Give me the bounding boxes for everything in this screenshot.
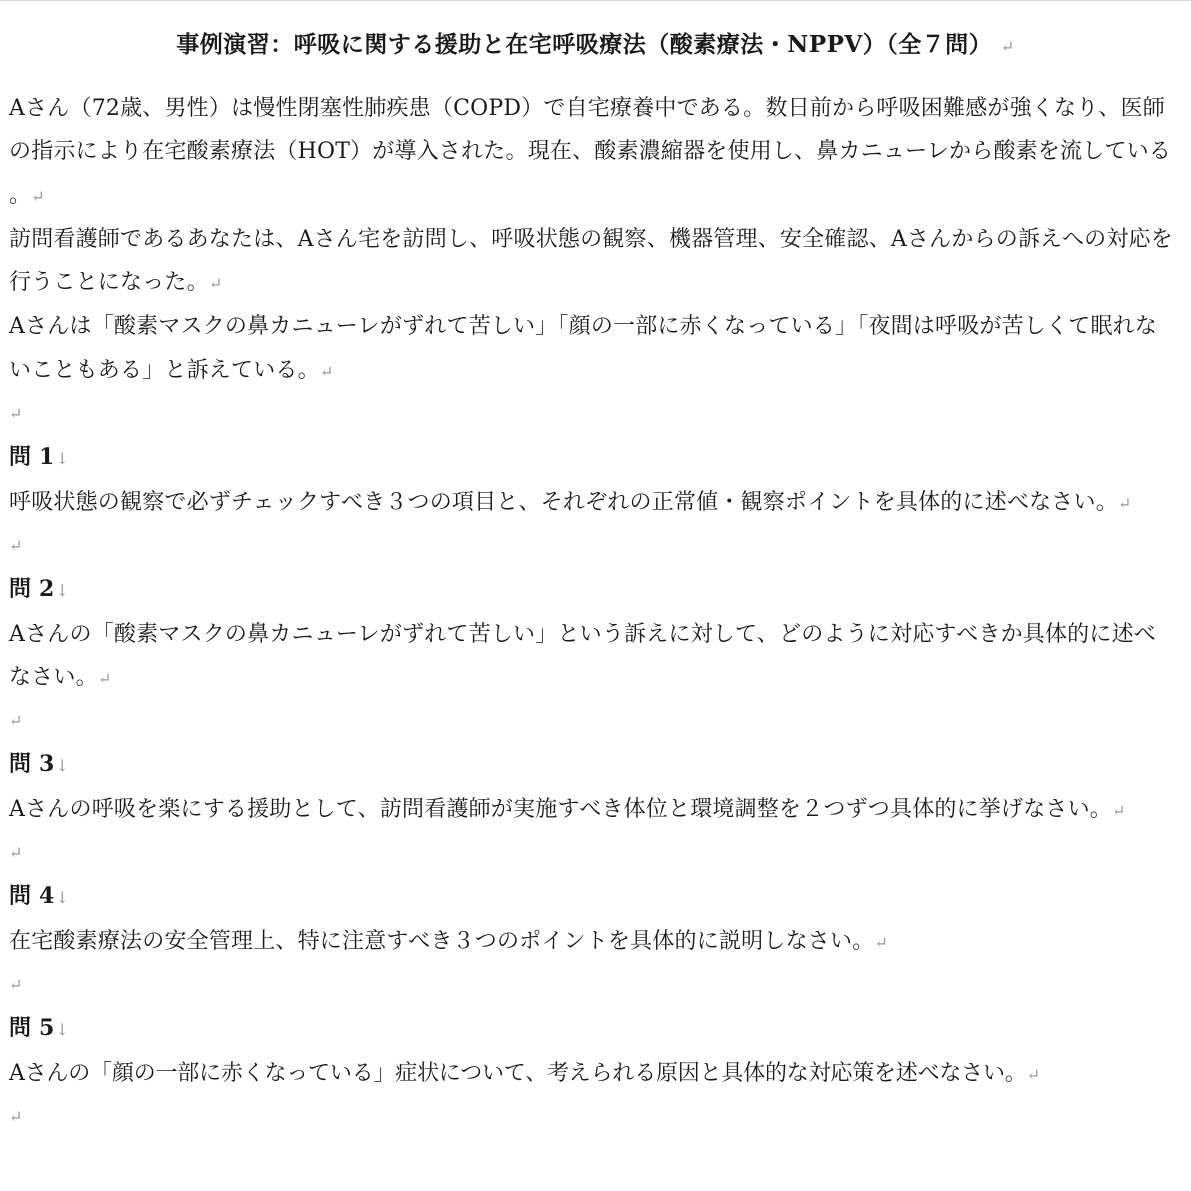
top-border — [0, 0, 1191, 1]
paragraph-mark: ↵ — [9, 974, 23, 994]
question-5-label: 問 5 — [9, 1015, 55, 1042]
question-4-text — [9, 920, 1175, 964]
line-break-mark: ↓ — [55, 756, 70, 776]
paragraph-mark: ↵ — [9, 1106, 23, 1126]
question-3-body: Aさんの呼吸を楽にする援助として、訪問看護師が実施すべき体位と環境調整を２つずつ具体的に挙げなさい。 — [9, 796, 1113, 822]
line-break-mark: ↓ — [55, 581, 70, 601]
question-3-label: 問 3 — [9, 751, 55, 778]
empty-paragraph — [9, 964, 1175, 1007]
question-2-text — [9, 613, 1175, 701]
question-1-label: 問 1 — [9, 444, 55, 471]
paragraph-mark: ↵ — [9, 711, 23, 731]
line-break-mark: ↓ — [55, 1020, 70, 1040]
paragraph-mark: ↵ — [1112, 800, 1126, 820]
question-5-text — [9, 1052, 1175, 1096]
empty-paragraph — [9, 700, 1175, 743]
question-1-body: 呼吸状態の観察で必ずチェックすべき３つの項目と、それぞれの正常値・観察ポイントを具体的に述べなさい。 — [9, 489, 1118, 515]
question-4-body: 在宅酸素療法の安全管理上、特に注意すべき３つのポイントを具体的に説明しなさい。 — [9, 928, 875, 954]
question-3-text — [9, 788, 1175, 832]
empty-paragraph — [9, 393, 1175, 436]
question-1-text — [9, 481, 1175, 525]
question-2-heading — [9, 568, 1175, 612]
intro-text-2: 訪問看護師であるあなたは、Aさん宅を訪問し、呼吸状態の観察、機器管理、安全確認、Aさんからの訴えへの対応を行うことになった。 — [9, 226, 1173, 296]
empty-paragraph — [9, 525, 1175, 568]
document-title — [0, 28, 1191, 64]
title-text: 事例演習：呼吸に関する援助と在宅呼吸療法（酸素療法・NPPV）（全７問） — [176, 31, 993, 58]
question-5-body: Aさんの「顔の一部に赤くなっている」症状について、考えられる原因と具体的な対応策を述べなさい。 — [9, 1060, 1027, 1086]
empty-paragraph — [9, 832, 1175, 875]
line-break-mark: ↓ — [55, 449, 70, 469]
question-5-heading — [9, 1007, 1175, 1051]
empty-paragraph — [9, 1096, 1175, 1139]
paragraph-mark: ↵ — [1117, 493, 1132, 513]
question-4-heading — [9, 875, 1175, 919]
paragraph-mark: ↵ — [319, 361, 334, 381]
question-2-label: 問 2 — [9, 576, 55, 603]
paragraph-mark: ↵ — [1026, 1064, 1040, 1084]
document-body — [9, 87, 1175, 1139]
paragraph-mark: ↵ — [31, 186, 45, 206]
paragraph-mark: ↵ — [9, 404, 23, 424]
line-break-mark: ↓ — [55, 888, 70, 908]
paragraph-mark: ↵ — [874, 932, 888, 952]
intro-paragraph-1 — [9, 87, 1175, 218]
intro-text-3: Aさんは「酸素マスクの鼻カニューレがずれて苦しい」「顔の一部に赤くなっている」「夜間は呼吸が苦しくて眠れないこともある」と訴えている。 — [9, 314, 1158, 383]
question-1-heading — [9, 436, 1175, 480]
question-4-label: 問 4 — [9, 883, 55, 910]
paragraph-mark: ↵ — [97, 668, 112, 688]
paragraph-mark: ↵ — [9, 843, 23, 863]
paragraph-mark: ↵ — [9, 535, 23, 555]
paragraph-mark: ↵ — [1000, 37, 1015, 56]
intro-text-1: Aさん（72歳、男性）は慢性閉塞性肺疾患（COPD）で自宅療養中である。数日前から呼吸困難感が強くなり、医師の指示により在宅酸素療法（HOT）が導入された。現在、酸素濃縮器を使用し、鼻カニューレから酸素を流している。 — [9, 96, 1172, 208]
intro-paragraph-2 — [9, 218, 1175, 306]
question-3-heading — [9, 743, 1175, 787]
intro-paragraph-3 — [9, 305, 1175, 393]
paragraph-mark: ↵ — [208, 274, 223, 294]
question-2-body: Aさんの「酸素マスクの鼻カニューレがずれて苦しい」という訴えに対して、どのように対応すべきか具体的に述べなさい。 — [9, 621, 1156, 690]
